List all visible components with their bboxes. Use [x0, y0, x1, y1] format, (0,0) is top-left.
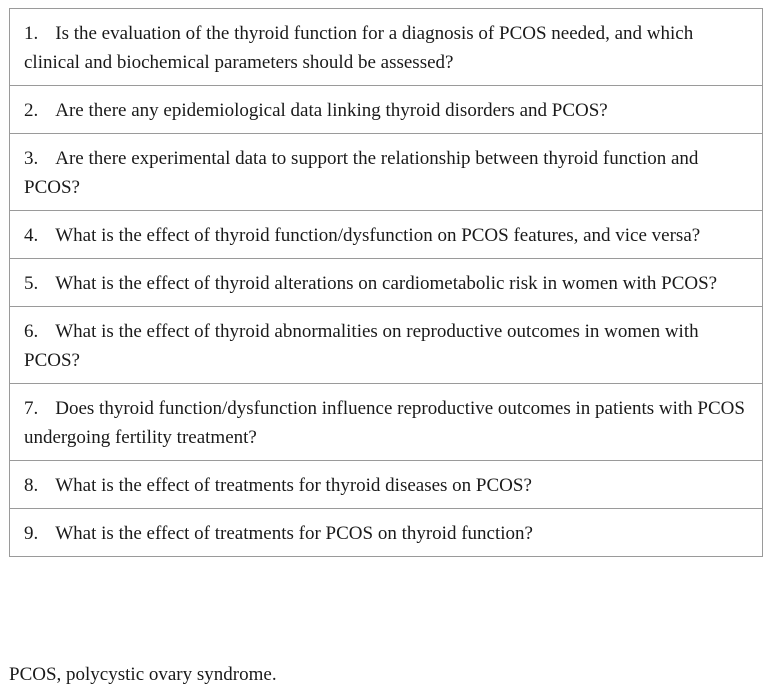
table-row: [10, 509, 763, 557]
table-cell: [10, 509, 763, 557]
table-row: [10, 9, 763, 86]
table-row: [10, 461, 763, 509]
question-text: What is the effect of treatments for thyroid diseases on PCOS?: [55, 475, 532, 496]
table-row: [10, 86, 763, 134]
question-number: 8.: [24, 475, 39, 496]
table-row: [10, 384, 763, 461]
question-text: What is the effect of thyroid abnormalities on reproductive outcomes in women with PCOS?: [24, 321, 699, 371]
question-text: Are there any epidemiological data linking thyroid disorders and PCOS?: [55, 100, 608, 121]
question-number: 2.: [24, 100, 39, 121]
question-number: 4.: [24, 225, 39, 246]
table-cell: [10, 384, 763, 461]
question-text: What is the effect of treatments for PCOS on thyroid function?: [55, 523, 533, 544]
question-number: 9.: [24, 523, 39, 544]
table-cell: [10, 461, 763, 509]
table-row: [10, 211, 763, 259]
question-text: Are there experimental data to support the relationship between thyroid function and PCOS?: [24, 148, 699, 198]
table-footnote: PCOS, polycystic ovary syndrome.: [9, 664, 277, 685]
table-cell: [10, 259, 763, 307]
questions-table: [9, 8, 763, 557]
table-row: [10, 307, 763, 384]
question-number: 6.: [24, 321, 39, 342]
table-cell: [10, 86, 763, 134]
table-cell: [10, 211, 763, 259]
question-number: 3.: [24, 148, 39, 169]
question-text: What is the effect of thyroid function/dysfunction on PCOS features, and vice versa?: [55, 225, 701, 246]
question-text: Does thyroid function/dysfunction influence reproductive outcomes in patients with PCOS undergoing fertility treatment?: [24, 398, 745, 448]
question-number: 7.: [24, 398, 39, 419]
question-text: What is the effect of thyroid alterations on cardiometabolic risk in women with PCOS?: [55, 273, 718, 294]
table-cell: [10, 307, 763, 384]
table-row: [10, 259, 763, 307]
table-cell: [10, 9, 763, 86]
question-number: 1.: [24, 23, 39, 44]
table-row: [10, 134, 763, 211]
question-number: 5.: [24, 273, 39, 294]
table-cell: [10, 134, 763, 211]
question-text: Is the evaluation of the thyroid function for a diagnosis of PCOS needed, and which clinical and biochemical parameters should be assessed?: [24, 23, 694, 73]
